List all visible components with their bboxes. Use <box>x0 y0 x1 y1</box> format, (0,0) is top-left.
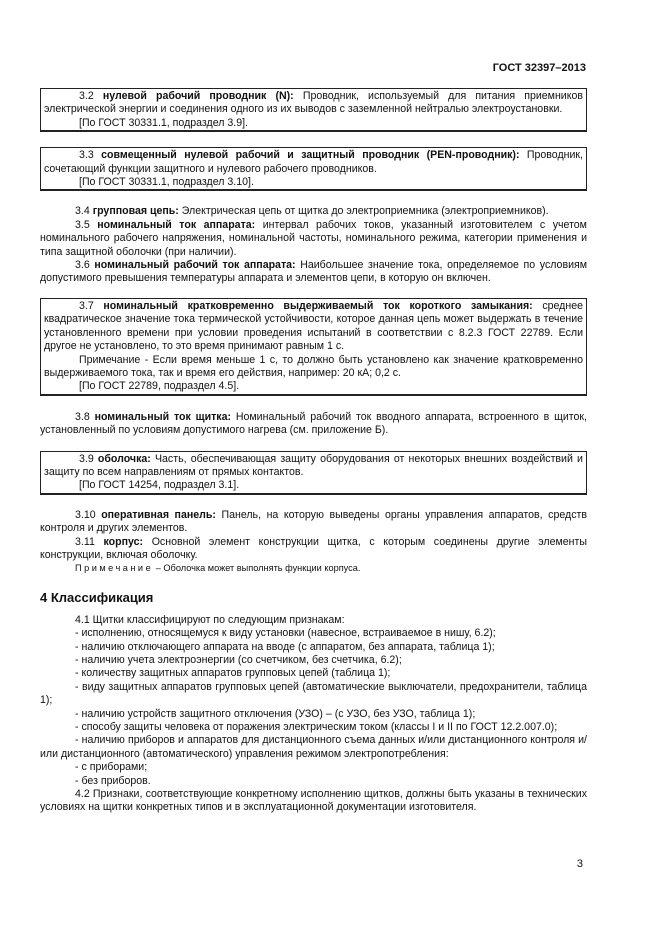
list-item: - способу защиты человека от поражения электрическим током (классы I и II по ГОСТ 12.2.007.0); <box>75 721 558 734</box>
list-item: - исполнению, относящемуся к виду установки (навесное, встраиваемое в нишу, 6.2); <box>75 627 496 640</box>
term-3-6 <box>40 259 587 286</box>
term-number: 3.7 <box>79 299 94 312</box>
term-3-4 <box>40 205 587 218</box>
terms-3-4-to-3-6 <box>40 205 587 285</box>
section-4-body <box>40 614 587 815</box>
term-number: 3.11 <box>75 535 95 548</box>
term-name: номинальный ток щитка: <box>94 410 232 423</box>
note-text: – Оболочка может выполнять функции корпуса. <box>155 563 361 574</box>
term-name: нулевой рабочий проводник (N): <box>102 90 294 102</box>
term-number: 3.6 <box>75 259 90 272</box>
term-3-3 <box>44 149 583 176</box>
classification-list <box>40 627 587 788</box>
term-definition: среднее квадратическое значение тока термической устойчивости, которое данная цепь может выдержать в течение установленного времени при условии проведения испытаний в соответствии с 8.2.3 ГОСТ 22789. Если другое не установлено, то это время принимают равным 1 с. <box>44 299 583 353</box>
note-label: Примечание <box>75 563 154 574</box>
standard-header: ГОСТ 32397–2013 <box>492 62 586 74</box>
term-number: 3.9 <box>79 452 94 465</box>
clause-4-1: 4.1 Щитки классифицируют по следующим признакам: <box>75 613 345 626</box>
term-reference: [По ГОСТ 30331.1, подраздел 3.9]. <box>79 116 248 129</box>
term-definition: Часть, обеспечивающая защиту оборудования от некоторых внешних воздействий и защиту по всем направлениям от прямых контактов. <box>44 452 583 478</box>
term-name: номинальный рабочий ток аппарата: <box>94 259 296 272</box>
section-title: 4 Классификация <box>40 589 154 605</box>
term-name: номинальный ток аппарата: <box>97 218 256 231</box>
term-definition: интервал рабочих токов, указанный изготовителем с учетом номинального рабочего напряжения, номинальной частоты, номинального режима, категории применения и типа защитной оболочки (при наличии). <box>40 218 587 258</box>
term-name: оболочка: <box>97 452 151 465</box>
term-definition: Наибольшее значение тока, определяемое по условиям допустимого превышения температуры аппарата и элементов цепи, в которую он включен. <box>40 259 588 285</box>
term-number: 3.3 <box>79 149 94 162</box>
term-3-2 <box>44 90 583 117</box>
term-definition: Номинальный рабочий ток вводного аппарата, встроенного в щиток, установленный по условиям допустимого нагрева (см. приложение Б). <box>40 410 587 437</box>
list-item: - наличию отключающего аппарата на вводе (с аппаратом, без аппарата, таблица 1); <box>75 640 495 653</box>
term-3-11 <box>40 536 587 563</box>
term-box-3-7 <box>40 298 587 395</box>
page-content <box>40 88 588 815</box>
term-number: 3.4 <box>75 205 90 218</box>
term-3-5 <box>40 219 587 259</box>
sub-list-item: - без приборов. <box>75 774 151 787</box>
list-item: - виду защитных аппаратов групповых цепей (автоматические выключатели, предохранители, таблица 1); <box>40 680 587 707</box>
term-definition: Проводник, используемый для питания приемников электрической энергии и соединения одного из их выводов с заземленной нейтралью электроустановки. <box>44 90 583 116</box>
list-item: - наличию устройств защитного отключения (УЗО) – (с УЗО, без УЗО, таблица 1); <box>75 707 476 720</box>
list-item: - наличию учета электроэнергии (со счетчиком, без счетчика, 6.2); <box>75 654 402 666</box>
term-number: 3.8 <box>75 410 90 423</box>
term-reference: [По ГОСТ 30331.1, подраздел 3.10]. <box>79 176 254 189</box>
term-name: оперативная панель: <box>101 508 216 521</box>
terms-3-10-3-11 <box>40 509 587 576</box>
term-definition: Панель, на которую выведены органы управления аппаратов, средств контроля и других элементов. <box>40 508 587 535</box>
term-definition: Основной элемент конструкции щитка, с которым соединены другие элементы конструкции, включая оболочку. <box>40 535 587 561</box>
term-note: Примечание - Если время меньше 1 с, то должно быть установлено как значение кратковременно выдерживаемого тока, так и время его действия, например: 20 кА; 0,2 с. <box>44 353 583 379</box>
term-3-8-block <box>40 411 587 438</box>
term-number: 3.5 <box>75 218 90 231</box>
term-3-9 <box>44 453 583 480</box>
term-name: групповая цепь: <box>92 205 179 218</box>
term-note <box>40 562 587 575</box>
term-definition: Проводник, сочетающий функции защитного и нулевого рабочего проводников. <box>44 149 583 175</box>
term-box-3-3 <box>40 147 587 190</box>
term-reference: [По ГОСТ 22789, подраздел 4.5]. <box>79 380 240 393</box>
term-reference: [По ГОСТ 14254, подраздел 3.1]. <box>79 479 240 492</box>
term-3-10 <box>40 509 587 536</box>
term-number: 3.2 <box>79 90 94 102</box>
term-name: номинальный кратковременно выдерживаемый ток короткого замыкания: <box>103 299 533 312</box>
term-definition: Электрическая цепь от щитка до электроприемника (электроприемников). <box>181 205 549 218</box>
term-3-8 <box>40 411 587 438</box>
term-box-3-9 <box>40 451 587 494</box>
sub-list-item: - с приборами; <box>75 761 148 774</box>
list-item: - наличию приборов и аппаратов для дистанционного съема данных и/или дистанционного контроля и/или дистанционного (автоматического) управления режимом электропотребления: <box>40 734 587 760</box>
list-item: - количеству защитных аппаратов групповых цепей (таблица 1); <box>75 667 391 680</box>
term-name: корпус: <box>103 535 144 548</box>
term-box-3-2 <box>40 88 587 131</box>
term-name: совмещенный нулевой рабочий и защитный проводник (PEN-проводник): <box>101 149 520 162</box>
term-number: 3.10 <box>75 508 96 521</box>
clause-4-2: 4.2 Признаки, соответствующие конкретному исполнению щитков, должны быть указаны в технических условиях на щитки конкретных типов и в эксплуатационной документации изготовителя. <box>40 788 587 814</box>
page-number: 3 <box>576 858 583 870</box>
term-3-7 <box>44 300 583 354</box>
